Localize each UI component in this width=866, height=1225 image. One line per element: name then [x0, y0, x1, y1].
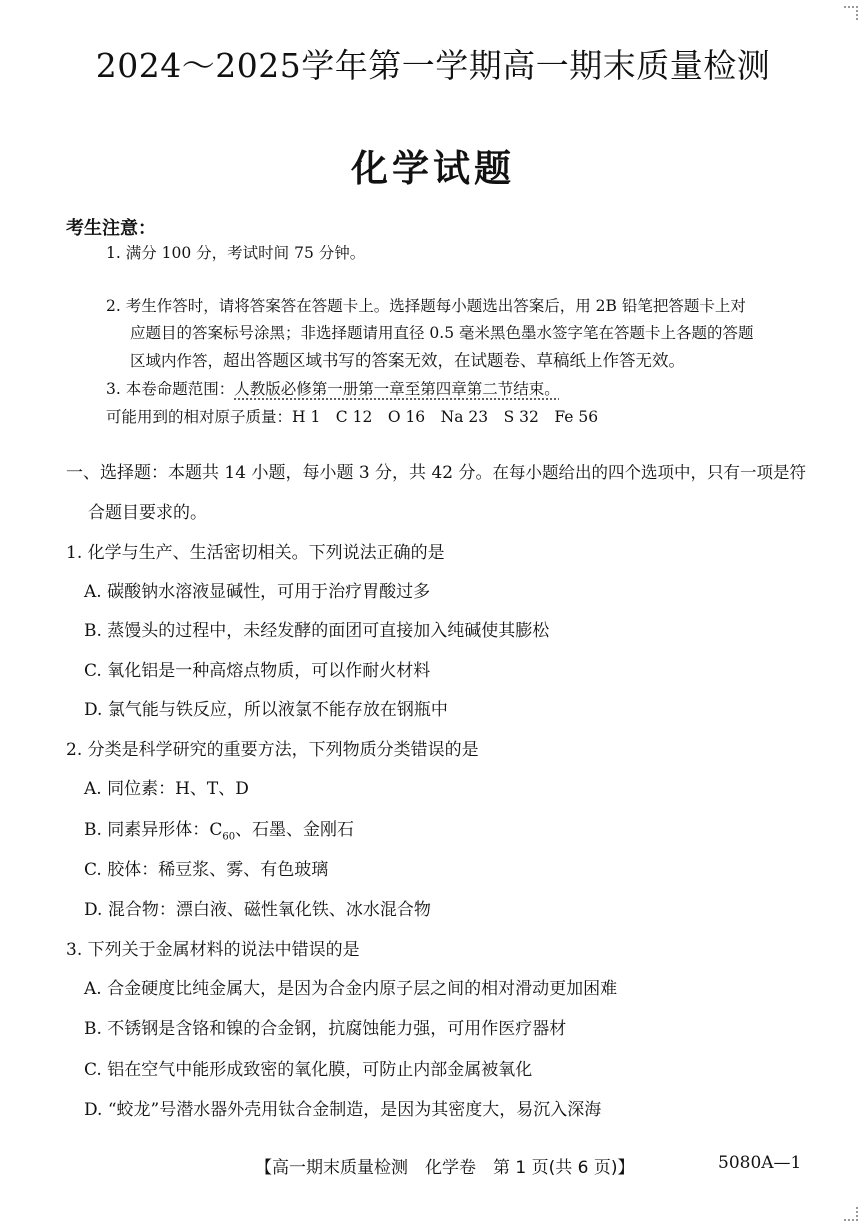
exam-title: 2024～2025学年第一学期高一期末质量检测 — [95, 46, 771, 85]
corner-mark-bottom-right — [844, 1207, 858, 1221]
notice-item-2-line-3-prefix: 区域内作答， — [130, 352, 224, 370]
notice-item-2-line-3 — [130, 348, 685, 374]
question-1-option-a: A. 碳酸钠水溶液显碱性，可用于治疗胃酸过多 — [84, 582, 431, 602]
notice-item-2-line-1: 2. 考生作答时，请将答案答在答题卡上。选择题每小题选出答案后，用 2B 铅笔把答题卡上对 — [106, 297, 746, 315]
notice-title: 考生注意： — [66, 218, 156, 239]
section-1-heading-rule: 一、选择题：本题共 14 小题，每小题 3 分，共 42 分。 — [66, 463, 493, 483]
question-1-option-b: B. 蒸馒头的过程中，未经发酵的面团可直接加入纯碱使其膨松 — [84, 621, 550, 641]
page-footer: 【高一期末质量检测 化学卷 第 1 页(共 6 页)】 — [255, 1158, 635, 1178]
question-2-option-c: C. 胶体：稀豆浆、雾、有色玻璃 — [84, 860, 329, 880]
question-2-option-a: A. 同位素：H、T、D — [84, 779, 249, 799]
question-2-option-d: D. 混合物：漂白液、磁性氧化铁、冰水混合物 — [84, 900, 431, 920]
subject-title: 化学试题 — [351, 147, 515, 190]
notice-item-1: 1. 满分 100 分，考试时间 75 分钟。 — [106, 244, 366, 262]
question-3-option-a: A. 合金硬度比纯金属大，是因为合金内原子层之间的相对滑动更加困难 — [84, 979, 618, 999]
question-1-stem: 1. 化学与生产、生活密切相关。下列说法正确的是 — [66, 543, 445, 563]
question-3-option-b: B. 不锈钢是含铬和镍的合金钢，抗腐蚀能力强，可用作医疗器材 — [84, 1019, 567, 1039]
notice-item-3 — [106, 376, 560, 402]
question-3-stem: 3. 下列关于金属材料的说法中错误的是 — [66, 940, 360, 960]
question-1-option-c: C. 氧化铝是一种高熔点物质，可以作耐火材料 — [84, 661, 431, 681]
question-2-option-b — [84, 815, 354, 842]
section-1-heading-cont: 合题目要求的。 — [88, 503, 207, 523]
notice-item-2-line-2: 应题目的答案标号涂黑；非选择题请用直径 0.5 毫米黑色墨水签字笔在答题卡上各题的答题 — [130, 324, 754, 342]
corner-mark-top-right — [844, 6, 858, 20]
notice-invalid-answer-warning: 超出答题区域书写的答案无效，在试题卷、草稿纸上作答无效。 — [223, 351, 686, 370]
question-3-option-c: C. 铝在空气中能形成致密的氧化膜，可防止内部金属被氧化 — [84, 1060, 533, 1080]
fullerene-symbol: C — [209, 820, 223, 840]
question-2-option-b-rest: 、石墨、金刚石 — [235, 820, 355, 840]
fullerene-subscript: 60 — [222, 831, 236, 843]
notice-item-3-scope: 人教版必修第一册第一章至第四章第二节结束。 — [234, 380, 560, 398]
question-2-option-b-label: B. 同素异形体： — [84, 820, 210, 840]
question-2-stem: 2. 分类是科学研究的重要方法，下列物质分类错误的是 — [66, 740, 479, 760]
section-1-heading-instruction: 在每小题给出的四个选项中，只有一项是符 — [492, 463, 807, 482]
paper-code: 5080A—1 — [718, 1153, 802, 1173]
question-3-option-d: D. “蛟龙”号潜水器外壳用钛合金制造，是因为其密度大，易沉入深海 — [84, 1100, 602, 1120]
atomic-masses: 可能用到的相对原子质量：H 1 C 12 O 16 Na 23 S 32 Fe 56 — [106, 408, 599, 426]
question-1-option-d: D. 氯气能与铁反应，所以液氯不能存放在钢瓶中 — [84, 700, 448, 720]
section-1-heading — [66, 458, 806, 483]
notice-item-3-label: 3. 本卷命题范围： — [106, 380, 235, 398]
